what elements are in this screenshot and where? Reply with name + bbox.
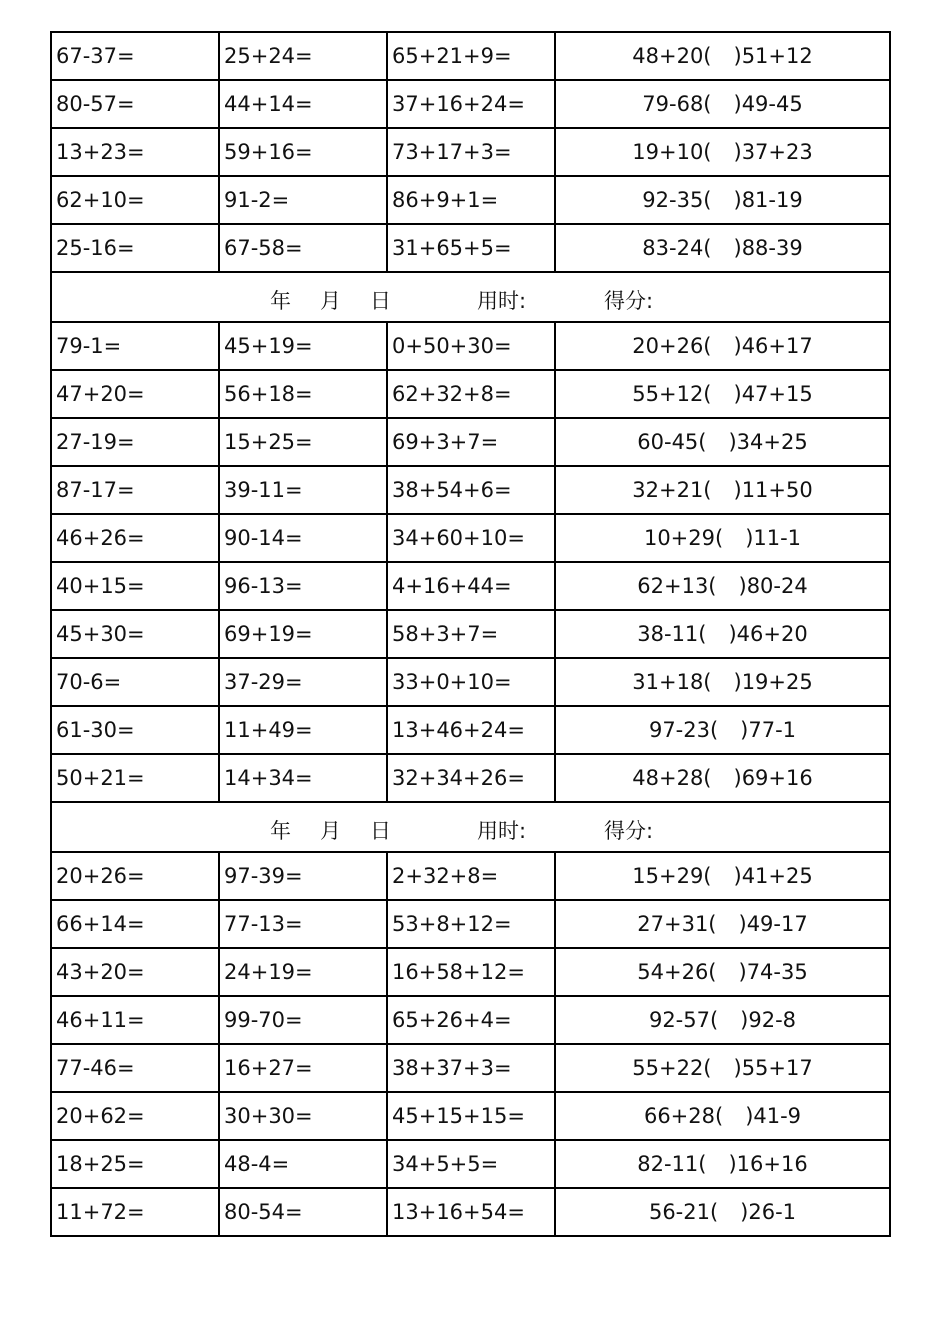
problem-cell: 40+15= (51, 562, 219, 610)
comparison-left: 83-24( (642, 236, 712, 260)
comparison-right: )46+20 (728, 622, 808, 646)
problem-row (51, 466, 890, 514)
comparison-right: )92-8 (740, 1008, 797, 1032)
problem-cell: 70-6= (51, 658, 219, 706)
problem-cell: 14+34= (219, 754, 387, 802)
problem-row (51, 706, 890, 754)
score-label: 得分: (604, 289, 654, 313)
problem-cell: 80-57= (51, 80, 219, 128)
problem-row (51, 1044, 890, 1092)
comparison-cell (555, 1092, 890, 1140)
comparison-cell (555, 1044, 890, 1092)
comparison-left: 79-68( (642, 92, 712, 116)
comparison-right: )51+12 (733, 44, 813, 68)
comparison-cell (555, 418, 890, 466)
problem-cell: 65+26+4= (387, 996, 555, 1044)
problem-cell: 4+16+44= (387, 562, 555, 610)
problem-cell: 39-11= (219, 466, 387, 514)
comparison-cell (555, 32, 890, 80)
comparison-right: )88-39 (733, 236, 803, 260)
comparison-right: )19+25 (733, 670, 813, 694)
problem-cell: 65+21+9= (387, 32, 555, 80)
time-used-label: 用时: (477, 289, 527, 313)
problem-row (51, 852, 890, 900)
comparison-right: )37+23 (733, 140, 813, 164)
comparison-cell (555, 128, 890, 176)
problem-cell: 45+15+15= (387, 1092, 555, 1140)
comparison-left: 15+29( (632, 864, 712, 888)
problem-cell: 16+27= (219, 1044, 387, 1092)
problem-cell: 48-4= (219, 1140, 387, 1188)
problem-row (51, 996, 890, 1044)
problem-row (51, 418, 890, 466)
problem-cell: 34+60+10= (387, 514, 555, 562)
problem-cell: 13+16+54= (387, 1188, 555, 1236)
problem-cell: 62+10= (51, 176, 219, 224)
comparison-cell (555, 1140, 890, 1188)
comparison-right: )34+25 (728, 430, 808, 454)
problem-cell: 11+72= (51, 1188, 219, 1236)
problem-cell: 91-2= (219, 176, 387, 224)
problem-row (51, 610, 890, 658)
date-time-score-header (51, 802, 890, 852)
problem-cell: 90-14= (219, 514, 387, 562)
problem-cell: 0+50+30= (387, 322, 555, 370)
comparison-left: 27+31( (637, 912, 717, 936)
date-time-score-header (51, 272, 890, 322)
score-label: 得分: (604, 819, 654, 843)
time-used-label: 用时: (477, 819, 527, 843)
comparison-right: )47+15 (733, 382, 813, 406)
comparison-left: 55+12( (632, 382, 712, 406)
problem-cell: 2+32+8= (387, 852, 555, 900)
problem-row (51, 900, 890, 948)
comparison-left: 97-23( (648, 718, 719, 742)
comparison-cell (555, 706, 890, 754)
comparison-right: )74-35 (738, 960, 808, 984)
problem-cell: 38+37+3= (387, 1044, 555, 1092)
problem-cell: 15+25= (219, 418, 387, 466)
comparison-right: )80-24 (738, 574, 808, 598)
comparison-cell (555, 754, 890, 802)
problem-row (51, 1092, 890, 1140)
comparison-left: 32+21( (632, 478, 712, 502)
problem-cell: 45+30= (51, 610, 219, 658)
comparison-right: )77-1 (740, 718, 797, 742)
problem-cell: 58+3+7= (387, 610, 555, 658)
problem-row (51, 658, 890, 706)
problem-cell: 33+0+10= (387, 658, 555, 706)
problem-cell: 77-46= (51, 1044, 219, 1092)
problem-cell: 31+65+5= (387, 224, 555, 272)
problem-cell: 59+16= (219, 128, 387, 176)
comparison-cell (555, 610, 890, 658)
problem-cell: 25-16= (51, 224, 219, 272)
header-cell (51, 802, 890, 852)
comparison-cell (555, 224, 890, 272)
comparison-right: )55+17 (733, 1056, 813, 1080)
year-label: 年 (270, 819, 291, 843)
problem-row (51, 370, 890, 418)
comparison-cell (555, 562, 890, 610)
day-label: 日 (370, 289, 391, 313)
problem-cell: 20+62= (51, 1092, 219, 1140)
comparison-left: 19+10( (632, 140, 712, 164)
comparison-right: )11+50 (733, 478, 813, 502)
problem-cell: 80-54= (219, 1188, 387, 1236)
comparison-right: )41-9 (745, 1104, 802, 1128)
comparison-cell (555, 996, 890, 1044)
problem-cell: 77-13= (219, 900, 387, 948)
problem-cell: 66+14= (51, 900, 219, 948)
comparison-cell (555, 322, 890, 370)
problem-cell: 46+26= (51, 514, 219, 562)
comparison-left: 92-35( (642, 188, 712, 212)
month-label: 月 (320, 289, 341, 313)
comparison-cell (555, 466, 890, 514)
problem-cell: 53+8+12= (387, 900, 555, 948)
problem-cell: 86+9+1= (387, 176, 555, 224)
problem-row (51, 754, 890, 802)
comparison-left: 56-21( (648, 1200, 719, 1224)
comparison-cell (555, 176, 890, 224)
problem-cell: 43+20= (51, 948, 219, 996)
problem-cell: 16+58+12= (387, 948, 555, 996)
problem-cell: 30+30= (219, 1092, 387, 1140)
problem-cell: 62+32+8= (387, 370, 555, 418)
problem-cell: 13+46+24= (387, 706, 555, 754)
problem-cell: 99-70= (219, 996, 387, 1044)
comparison-left: 38-11( (637, 622, 707, 646)
problem-cell: 61-30= (51, 706, 219, 754)
comparison-left: 60-45( (637, 430, 707, 454)
problem-row (51, 1140, 890, 1188)
comparison-cell (555, 514, 890, 562)
problem-cell: 38+54+6= (387, 466, 555, 514)
comparison-right: )26-1 (740, 1200, 797, 1224)
problem-row (51, 224, 890, 272)
comparison-left: 54+26( (637, 960, 717, 984)
problem-row (51, 128, 890, 176)
problem-cell: 18+25= (51, 1140, 219, 1188)
problem-cell: 20+26= (51, 852, 219, 900)
problem-row (51, 80, 890, 128)
header-cell (51, 272, 890, 322)
comparison-cell (555, 1188, 890, 1236)
problem-cell: 56+18= (219, 370, 387, 418)
problem-row (51, 948, 890, 996)
problem-cell: 69+3+7= (387, 418, 555, 466)
problem-cell: 87-17= (51, 466, 219, 514)
problem-cell: 44+14= (219, 80, 387, 128)
comparison-left: 62+13( (637, 574, 717, 598)
problem-cell: 67-37= (51, 32, 219, 80)
comparison-cell (555, 900, 890, 948)
comparison-cell (555, 852, 890, 900)
comparison-cell (555, 370, 890, 418)
problem-cell: 32+34+26= (387, 754, 555, 802)
month-label: 月 (320, 819, 341, 843)
comparison-left: 82-11( (637, 1152, 707, 1176)
problem-cell: 50+21= (51, 754, 219, 802)
arithmetic-worksheet (50, 31, 891, 1237)
comparison-right: )11-1 (745, 526, 802, 550)
comparison-left: 55+22( (632, 1056, 712, 1080)
comparison-right: )69+16 (733, 766, 813, 790)
comparison-cell (555, 948, 890, 996)
comparison-left: 66+28( (643, 1104, 724, 1128)
comparison-left: 20+26( (632, 334, 712, 358)
problem-row (51, 32, 890, 80)
day-label: 日 (370, 819, 391, 843)
problem-cell: 45+19= (219, 322, 387, 370)
problem-cell: 27-19= (51, 418, 219, 466)
comparison-right: )41+25 (733, 864, 813, 888)
problem-cell: 37+16+24= (387, 80, 555, 128)
comparison-left: 31+18( (632, 670, 712, 694)
problem-cell: 13+23= (51, 128, 219, 176)
problem-cell: 37-29= (219, 658, 387, 706)
problem-row (51, 1188, 890, 1236)
problem-cell: 96-13= (219, 562, 387, 610)
problem-cell: 67-58= (219, 224, 387, 272)
problem-row (51, 176, 890, 224)
comparison-right: )49-45 (733, 92, 803, 116)
problem-row (51, 562, 890, 610)
problem-cell: 46+11= (51, 996, 219, 1044)
problem-cell: 25+24= (219, 32, 387, 80)
comparison-right: )16+16 (728, 1152, 808, 1176)
comparison-cell (555, 80, 890, 128)
comparison-left: 10+29( (643, 526, 724, 550)
problem-cell: 69+19= (219, 610, 387, 658)
year-label: 年 (270, 289, 291, 313)
comparison-right: )81-19 (733, 188, 803, 212)
problem-row (51, 322, 890, 370)
comparison-right: )46+17 (733, 334, 813, 358)
comparison-cell (555, 658, 890, 706)
problem-cell: 11+49= (219, 706, 387, 754)
comparison-right: )49-17 (738, 912, 808, 936)
comparison-left: 92-57( (648, 1008, 719, 1032)
problem-cell: 97-39= (219, 852, 387, 900)
comparison-left: 48+28( (632, 766, 712, 790)
problem-cell: 79-1= (51, 322, 219, 370)
problem-cell: 47+20= (51, 370, 219, 418)
problem-cell: 24+19= (219, 948, 387, 996)
problem-row (51, 514, 890, 562)
comparison-left: 48+20( (632, 44, 712, 68)
problem-cell: 73+17+3= (387, 128, 555, 176)
problem-cell: 34+5+5= (387, 1140, 555, 1188)
